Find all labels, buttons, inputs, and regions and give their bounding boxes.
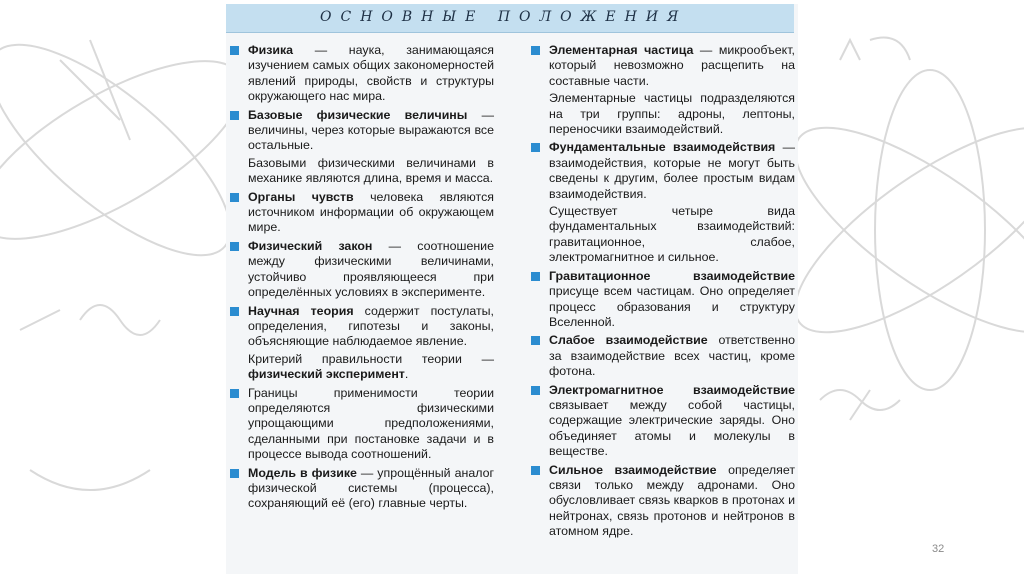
square-bullet-icon [531, 336, 540, 345]
definition: — микрообъект, который невозможно расщепить на составные части. [549, 43, 795, 88]
square-bullet-icon [230, 193, 239, 202]
definition: — наука, занимающаяся изучением самых общих закономерностей явлений природы, свойств и структуры окружающего нас мира. [248, 43, 494, 104]
term: Физический закон [248, 238, 373, 253]
term: Слабое взаимодействие [549, 333, 708, 348]
extra-text: Элементарные частицы подразделяются на три группы: адроны, лептоны, переносчики взаимодействий. [549, 91, 795, 137]
term: Электромагнитное взаимодействие [549, 382, 795, 397]
term: Элементарная частица [549, 43, 694, 57]
entry-base-quantities [230, 108, 494, 187]
definition: — величины, через которые выражаются все остальные. [248, 107, 494, 153]
textbook-page [226, 4, 798, 574]
definition: ответственно за взаимодействие всех частиц, кроме фотона. [549, 333, 795, 379]
square-bullet-icon [531, 143, 540, 152]
term: Физика [248, 43, 294, 57]
definition: человека являются источником информации об окружающем мире. [248, 189, 494, 235]
square-bullet-icon [230, 469, 239, 478]
definition: присуще всем частицам. Оно определяет процесс образования и структуру Вселенной. [549, 284, 795, 329]
right-column [531, 43, 795, 543]
entry-physics-model [230, 466, 494, 512]
entry-theory-limits [230, 386, 494, 463]
entry-weak [531, 333, 795, 379]
definition: определяет связи только между адронами. Оно обусловливает связь кварков в протонах и нейтронах, связь протонов и нейтронов в атомном ядре. [549, 462, 795, 539]
entry-electromagnetic [531, 383, 795, 460]
left-column [230, 43, 494, 515]
term: физический эксперимент [248, 367, 405, 382]
square-bullet-icon [531, 46, 540, 55]
definition: — упрощённый аналог физической системы (процесса), сохраняющий её (его) главные черты. [248, 465, 494, 511]
entry-fundamental-interactions [531, 140, 795, 265]
section-banner [226, 4, 794, 33]
definition: связывает между собой частицы, содержащие электрические заряды. Оно объединяет атомы и молекулы в веществе. [549, 397, 795, 459]
term: Научная теория [248, 303, 354, 318]
square-bullet-icon [531, 386, 540, 395]
square-bullet-icon [531, 466, 540, 475]
definition: — соотношение между физическими величинами, устойчиво проявляющееся при определённых условиях в эксперименте. [248, 238, 494, 300]
entry-scientific-theory [230, 304, 494, 383]
extra-text: . [404, 367, 409, 382]
square-bullet-icon [230, 242, 239, 251]
entry-physics [230, 43, 494, 105]
square-bullet-icon [230, 46, 239, 55]
entry-strong [531, 463, 795, 540]
extra-text: Критерий правильности теории — [248, 351, 494, 366]
entry-senses [230, 190, 494, 236]
square-bullet-icon [531, 272, 540, 281]
square-bullet-icon [230, 111, 239, 120]
term: Базовые физические величины [248, 107, 468, 122]
extra-text: Существует четыре вида фундаментальных взаимодействий: гравитационное, слабое, электромагнитное и сильное. [549, 204, 795, 265]
entry-physical-law [230, 239, 494, 301]
definition: содержит постулаты, определения, гипотезы и законы, объясняющие наблюдаемое явление. [248, 303, 494, 349]
term: Гравитационное взаимодействие [549, 268, 795, 283]
term: Сильное взаимодействие [549, 462, 717, 477]
definition: — взаимодействия, которые не могут быть сведены к другим, более простым видам взаимодействия. [549, 140, 795, 201]
square-bullet-icon [230, 307, 239, 316]
term: Фундаментальные взаимодействия [549, 140, 776, 155]
term: Модель в физике [248, 465, 357, 480]
entry-elementary-particle [531, 43, 795, 137]
entry-gravitational [531, 269, 795, 331]
square-bullet-icon [230, 389, 239, 398]
slide-number: 32 [932, 543, 945, 555]
term: Органы чувств [248, 189, 354, 204]
section-title: ОСНОВНЫЕ ПОЛОЖЕНИЯ [320, 9, 688, 25]
extra-text: Базовыми физическими величинами в механике являются длина, время и масса. [248, 155, 494, 186]
definition: Границы применимости теории определяются физическими упрощающими предположениями, сделанными при постановке задачи и в процессе вывода соотношений. [248, 385, 494, 462]
